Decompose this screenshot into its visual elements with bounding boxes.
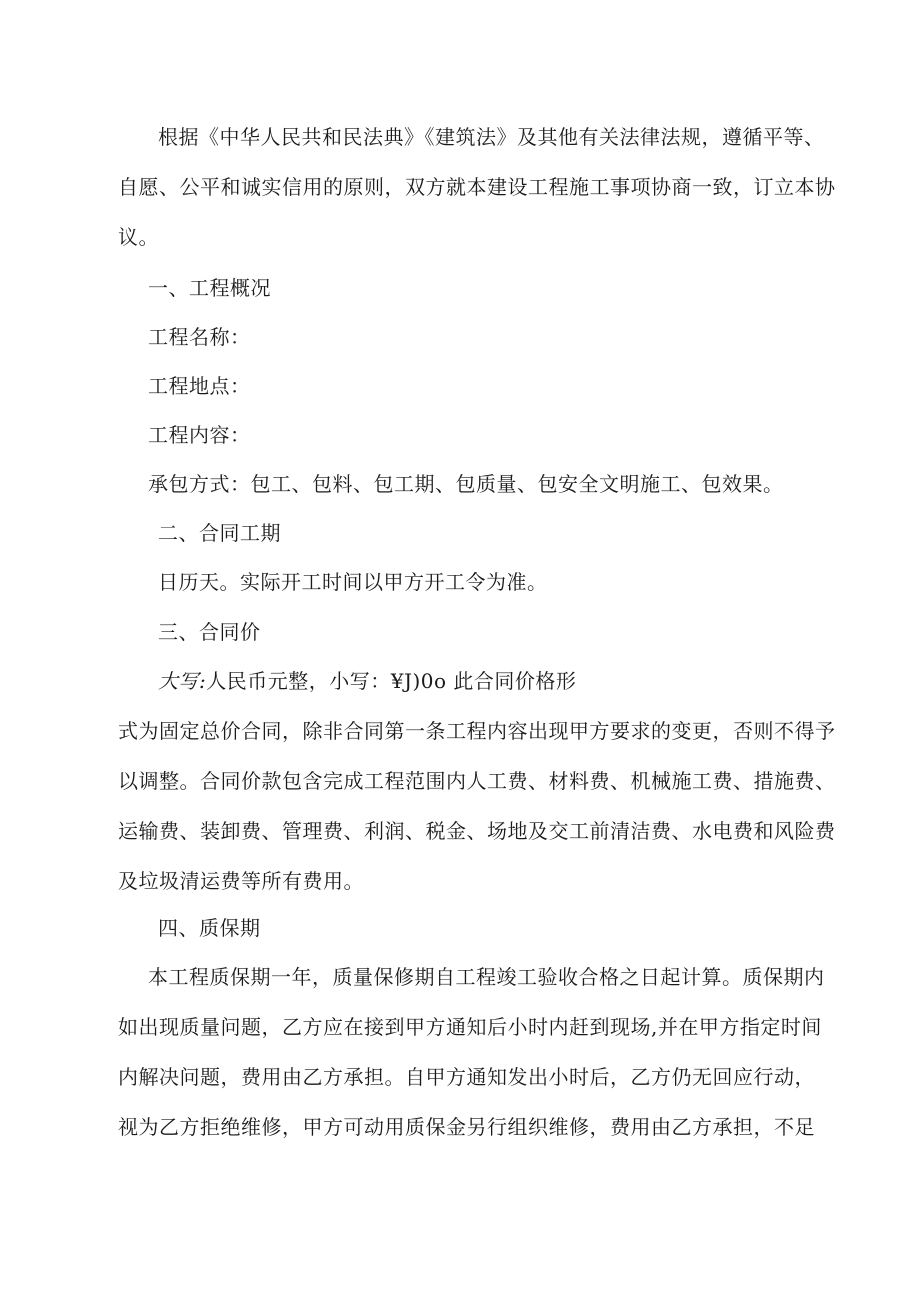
duration-line: 日历天。实际开工时间以甲方开工令为准。: [158, 570, 548, 594]
warranty-line-1: 本工程质保期一年，质量保修期自工程竣工验收合格之日起计算。质保期内: [148, 965, 825, 989]
intro-line-1: 根据《中华人民共和民法典》《建筑法》及其他有关法律法规，遵循平等、: [158, 125, 825, 149]
warranty-line-3: 内解决问题，费用由乙方承担。自甲方通知发出小时后，乙方仍无回应行动，: [118, 1065, 815, 1089]
section-1-heading: 一、工程概况: [148, 276, 271, 300]
project-name-label: 工程名称：: [148, 325, 251, 349]
section-3-heading: 三、合同价: [158, 620, 261, 644]
project-content-label: 工程内容：: [148, 423, 251, 447]
price-line-4: 运输费、装卸费、管理费、利润、税金、场地及交工前清洁费、水电费和风险费: [118, 819, 836, 843]
warranty-line-4: 视为乙方拒绝维修，甲方可动用质保金另行组织维修，费用由乙方承担，不足: [118, 1115, 815, 1139]
price-line-3: 以调整。合同价款包含完成工程范围内人工费、材料费、机械施工费、措施费、: [118, 769, 836, 793]
price-line-1: [158, 666, 576, 696]
contract-mode-line: 承包方式：包工、包料、包工期、包质量、包安全文明施工、包效果。: [148, 472, 784, 496]
price-line-2: 式为固定总价合同，除非合同第一条工程内容出现甲方要求的变更，否则不得予: [118, 719, 836, 743]
section-2-heading: 二、合同工期: [158, 521, 281, 545]
warranty-line-2: 如出现质量问题，乙方应在接到甲方通知后小时内赶到现场,并在甲方指定时间: [118, 1015, 822, 1039]
price-line-1-rest: 人民币元整，小写：¥J)0o 此合同价格形: [206, 669, 577, 693]
price-uppercase-label: 大写:: [158, 669, 207, 693]
intro-line-3: 议。: [118, 225, 159, 249]
price-line-5: 及垃圾清运费等所有费用。: [118, 869, 364, 893]
section-4-heading: 四、质保期: [158, 916, 261, 940]
project-location-label: 工程地点：: [148, 374, 251, 398]
intro-line-2: 自愿、公平和诚实信用的原则，双方就本建设工程施工事项协商一致，订立本协: [118, 175, 836, 199]
